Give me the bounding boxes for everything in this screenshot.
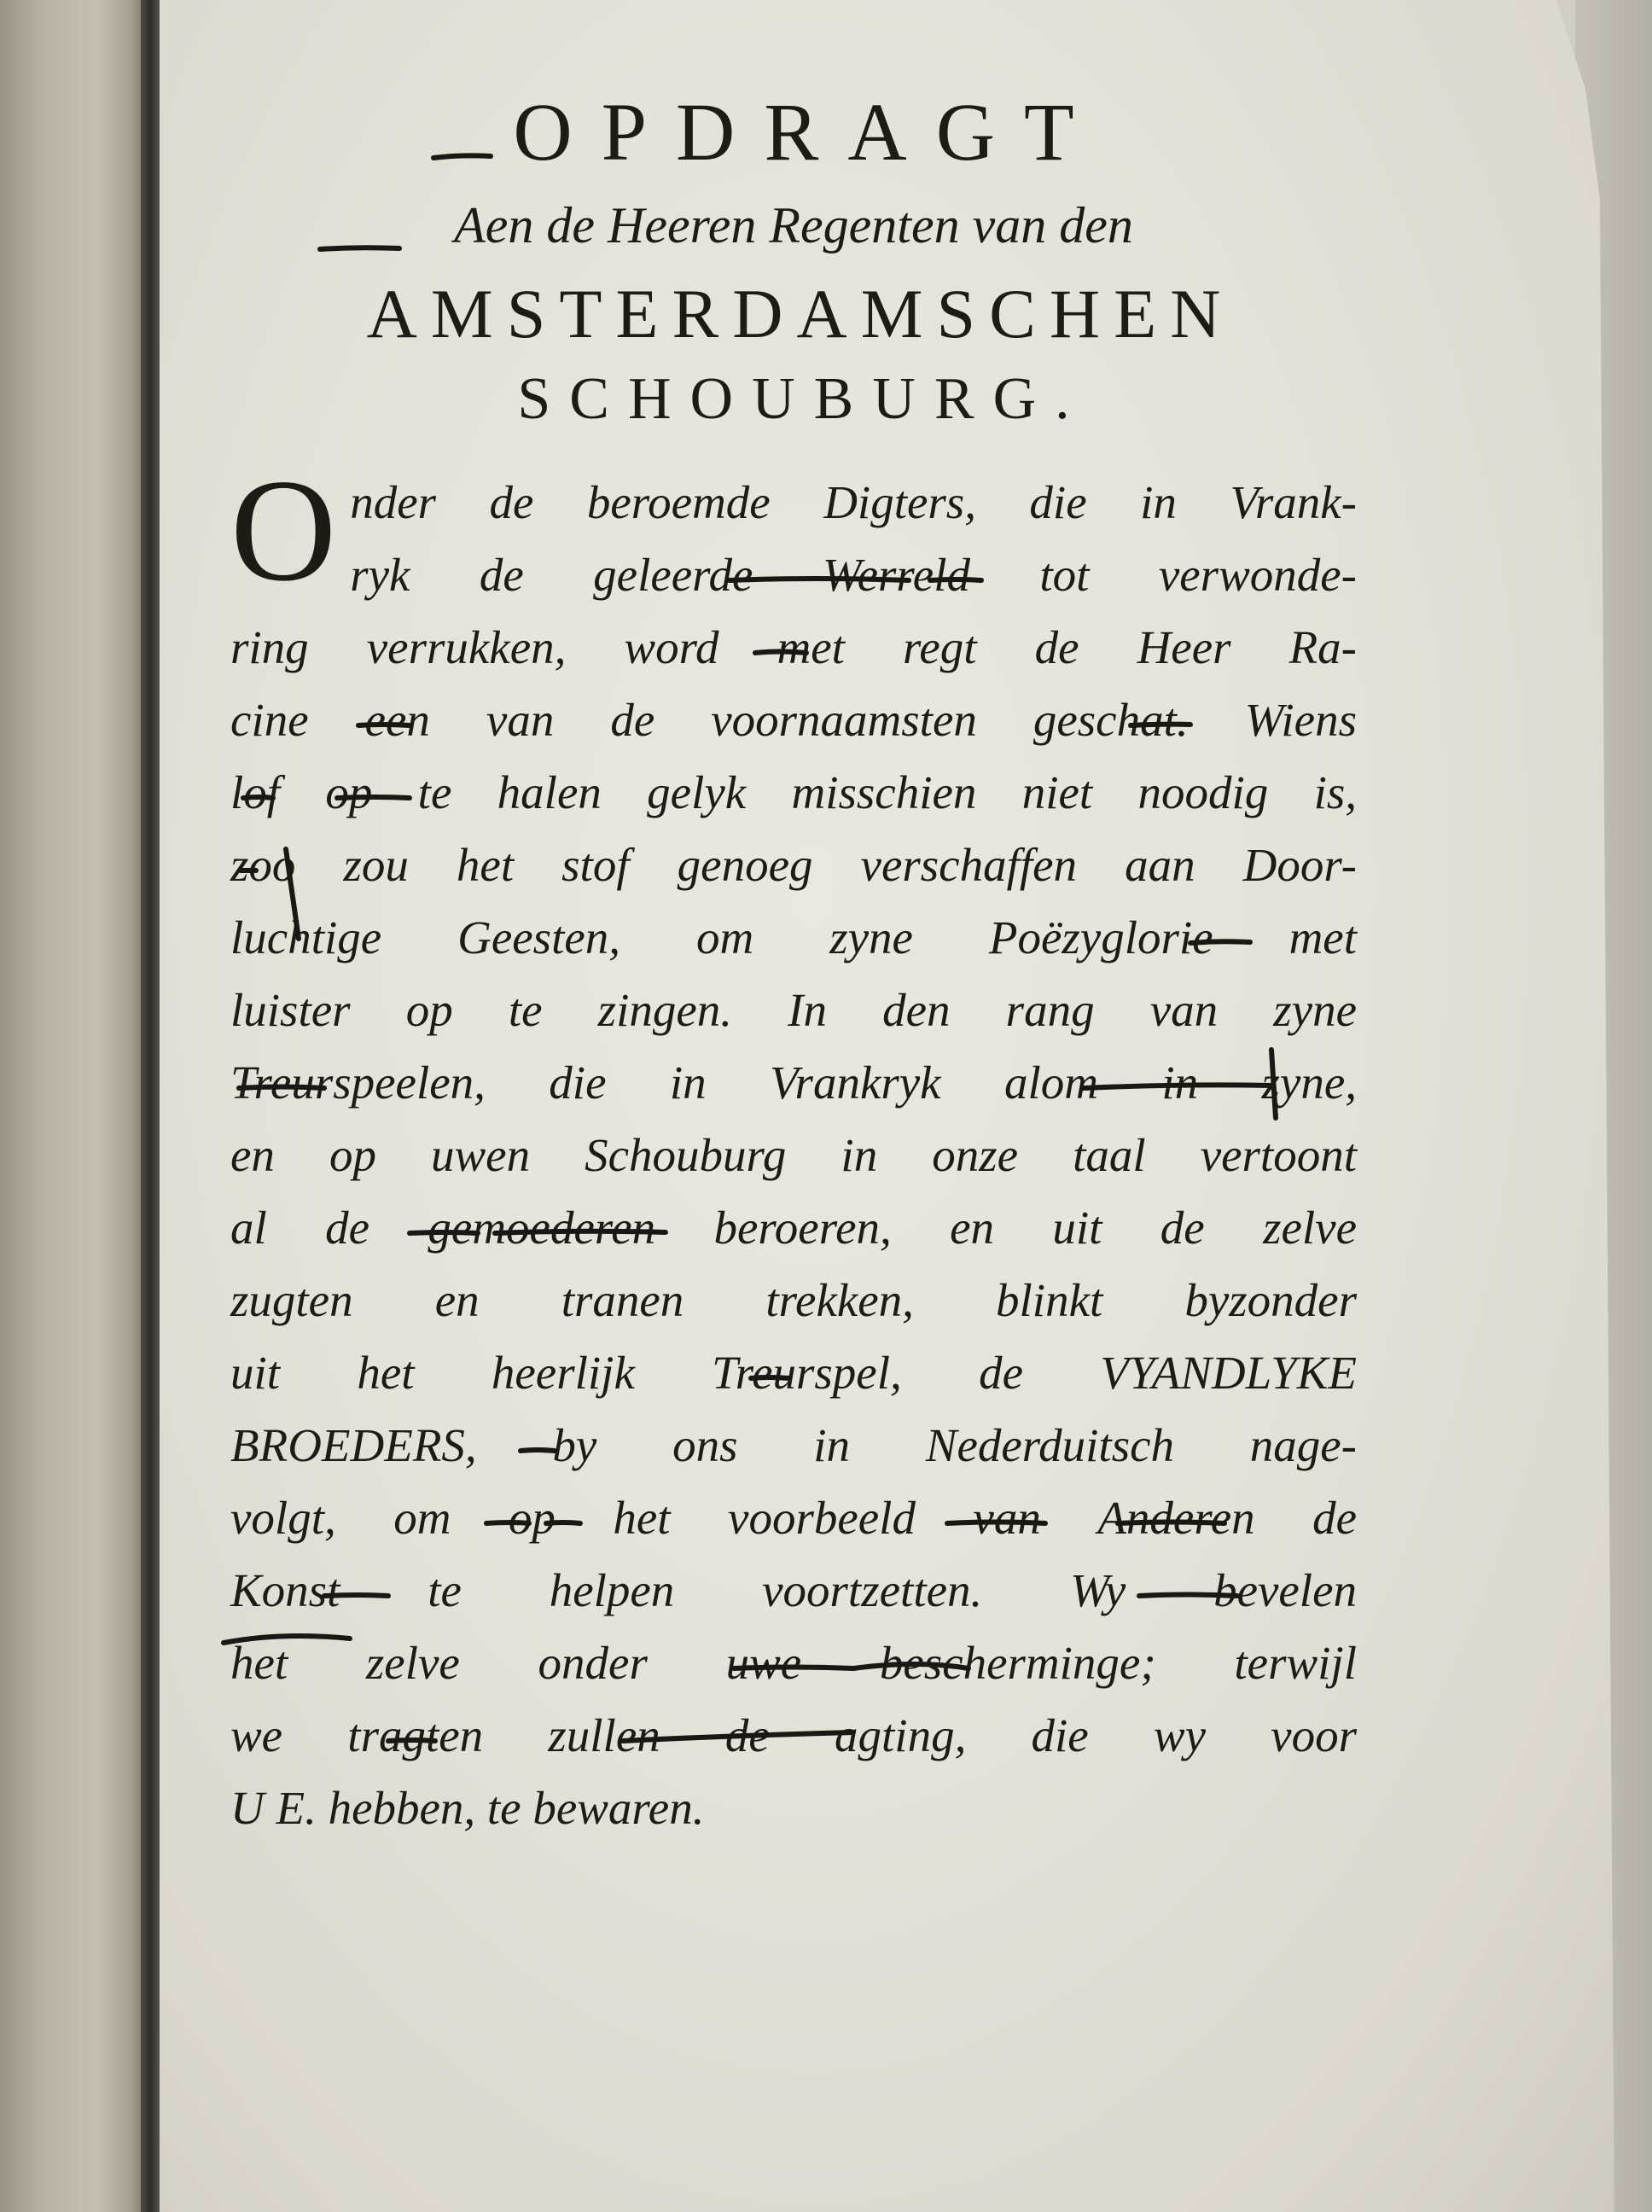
- page-title: OPDRAGT: [513, 86, 1103, 178]
- text-line: Treurspeelen, die in Vrankryk alom in zyne,: [230, 1057, 1357, 1109]
- text-line: volgt, om op het voorbeeld van Anderen de: [230, 1492, 1357, 1544]
- text-line: al de gemoederen beroeren, en uit de zelve: [230, 1202, 1357, 1254]
- dedication-subtitle: Aen de Heeren Regenten van den: [454, 197, 1133, 253]
- text-line: ring verrukken, word met regt de Heer Ra-: [230, 621, 1357, 673]
- drop-cap: O: [230, 450, 337, 612]
- text-line: lof op te halen gelyk misschien niet noodig is,: [230, 766, 1357, 818]
- text-line: luister op te zingen. In den rang van zyne: [230, 984, 1357, 1036]
- heading-line-1: AMSTERDAMSCHEN: [366, 275, 1235, 352]
- text-line: zoo zou het stof genoeg verschaffen aan Door-: [230, 839, 1357, 891]
- heading-line-2: SCHOUBURG.: [517, 366, 1089, 432]
- text-line: zugten en tranen trekken, blinkt byzonder: [230, 1274, 1357, 1326]
- text-line: cine een van de voornaamsten geschat. Wiens: [230, 694, 1357, 746]
- previous-page-edge: [0, 0, 149, 2212]
- body-text: [230, 450, 1357, 1844]
- text-line: we tragten zullen de agting, die wy voor: [230, 1709, 1357, 1761]
- text-line: uit het heerlijk Treurspel, de VYANDLYKE: [230, 1347, 1357, 1399]
- text-line: BROEDERS, by ons in Nederduitsch nage-: [230, 1419, 1357, 1471]
- text-line: ryk de geleerde Werreld tot verwonde-: [350, 549, 1357, 601]
- text-line: nder de beroemde Digters, die in Vrank-: [350, 476, 1357, 528]
- text-line: Konst te helpen voortzetten. Wy bevelen: [230, 1564, 1357, 1616]
- text-line: het zelve onder uwe bescherminge; terwijl: [230, 1637, 1357, 1689]
- book-gutter: [141, 0, 160, 2212]
- text-line: U E. hebben, te bewaren.: [230, 1782, 705, 1834]
- text-line: luchtige Geesten, om zyne Poëzyglorie met: [230, 911, 1357, 963]
- text-line: en op uwen Schouburg in onze taal vertoont: [230, 1129, 1357, 1181]
- page-text: [230, 85, 1357, 1844]
